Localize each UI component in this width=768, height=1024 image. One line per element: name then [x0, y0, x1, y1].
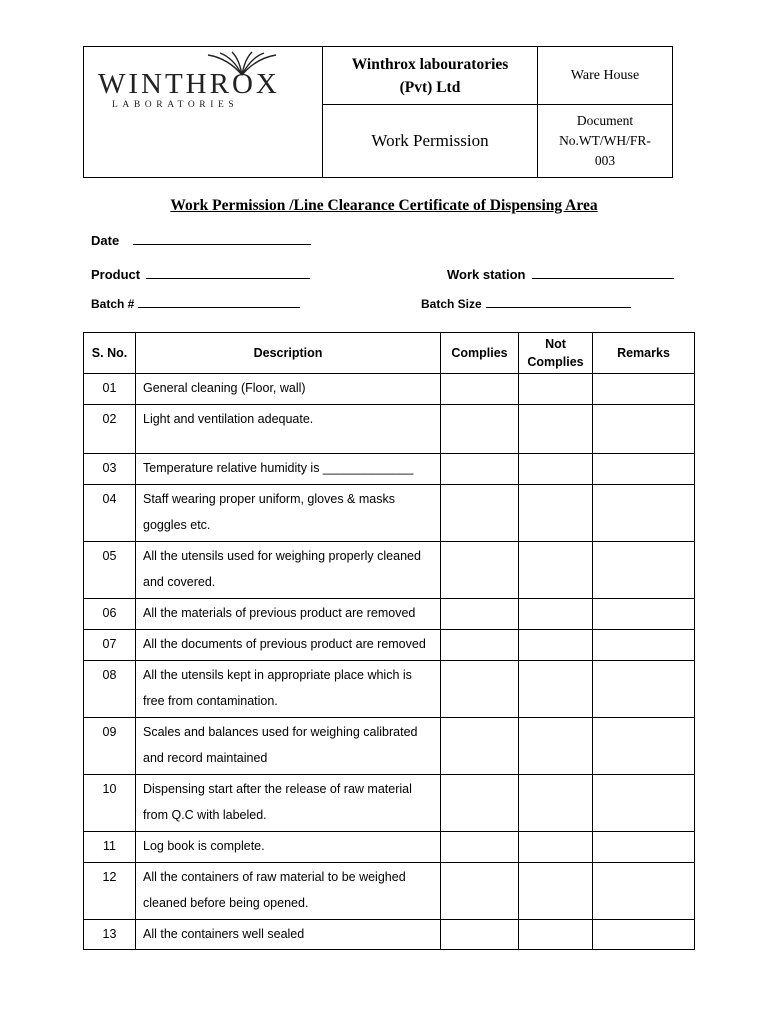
table-row	[84, 374, 695, 405]
row-sno: 09	[84, 718, 136, 775]
row-complies-cell[interactable]	[441, 775, 519, 832]
table-row	[84, 485, 695, 542]
logo-subtitle: LABORATORIES	[112, 100, 239, 110]
company-name-cell	[323, 47, 538, 105]
doc-line2: No.WT/WH/FR-	[559, 133, 651, 149]
row-not-complies-cell[interactable]	[519, 542, 593, 599]
row-remarks-cell[interactable]	[593, 920, 695, 950]
checklist-body	[84, 374, 695, 950]
col-not-complies-header	[519, 333, 593, 374]
row-description-text: All the utensils used for weighing properly cleaned and covered.	[143, 549, 421, 589]
table-row	[84, 832, 695, 863]
row-description-text: All the documents of previous product are removed	[143, 637, 426, 651]
row-not-complies-cell[interactable]	[519, 374, 593, 405]
row-complies-cell[interactable]	[441, 405, 519, 454]
not-complies-line1: Not	[545, 337, 566, 351]
row-complies-cell[interactable]	[441, 630, 519, 661]
row-remarks-cell[interactable]	[593, 542, 695, 599]
row-description-text: Dispensing start after the release of raw material from Q.C with labeled.	[143, 782, 412, 822]
date-line[interactable]	[133, 233, 311, 245]
row-sno: 01	[84, 374, 136, 405]
row-remarks-cell[interactable]	[593, 661, 695, 718]
row-remarks-cell[interactable]	[593, 485, 695, 542]
logo-wordmark: WINTHROX	[98, 68, 280, 100]
row-not-complies-cell[interactable]	[519, 832, 593, 863]
document-title: Work Permission /Line Clearance Certificate of Dispensing Area	[170, 197, 598, 214]
doc-line1: Document	[576, 113, 634, 129]
row-complies-cell[interactable]	[441, 454, 519, 485]
row-remarks-cell[interactable]	[593, 775, 695, 832]
row-complies-cell[interactable]	[441, 599, 519, 630]
row-description	[136, 661, 441, 718]
batch-label: Batch #	[91, 297, 135, 311]
row-sno: 07	[84, 630, 136, 661]
row-sno: 06	[84, 599, 136, 630]
row-not-complies-cell[interactable]	[519, 454, 593, 485]
row-description	[136, 920, 441, 950]
table-row	[84, 920, 695, 950]
department: Ware House	[538, 47, 673, 105]
row-not-complies-cell[interactable]	[519, 863, 593, 920]
doc-line3: 003	[594, 153, 616, 169]
row-description	[136, 863, 441, 920]
row-sno: 10	[84, 775, 136, 832]
row-complies-cell[interactable]	[441, 485, 519, 542]
batch-field[interactable]	[91, 296, 300, 311]
product-line[interactable]	[146, 267, 310, 279]
table-row	[84, 775, 695, 832]
work-station-field[interactable]	[447, 267, 674, 282]
table-row	[84, 661, 695, 718]
table-row	[84, 863, 695, 920]
row-not-complies-cell[interactable]	[519, 405, 593, 454]
table-row	[84, 405, 695, 454]
row-description-text: Scales and balances used for weighing calibrated and record maintained	[143, 725, 418, 765]
row-not-complies-cell[interactable]	[519, 485, 593, 542]
document-number	[538, 105, 673, 178]
row-description-text: Staff wearing proper uniform, gloves & masks goggles etc.	[143, 492, 395, 532]
work-station-label: Work station	[447, 267, 526, 282]
row-sno: 12	[84, 863, 136, 920]
row-complies-cell[interactable]	[441, 863, 519, 920]
row-description	[136, 374, 441, 405]
row-description	[136, 405, 441, 454]
row-sno: 04	[84, 485, 136, 542]
batch-size-label: Batch Size	[421, 297, 482, 311]
row-description	[136, 775, 441, 832]
row-complies-cell[interactable]	[441, 832, 519, 863]
table-header-row	[84, 333, 695, 374]
row-complies-cell[interactable]	[441, 920, 519, 950]
col-description-header: Description	[136, 333, 441, 374]
row-sno: 05	[84, 542, 136, 599]
logo-cell	[84, 47, 323, 178]
row-description-text: Light and ventilation adequate.	[143, 412, 314, 426]
batch-size-field[interactable]	[421, 296, 631, 311]
table-row	[84, 630, 695, 661]
row-description-text: General cleaning (Floor, wall)	[143, 381, 306, 395]
row-complies-cell[interactable]	[441, 718, 519, 775]
row-not-complies-cell[interactable]	[519, 775, 593, 832]
batch-size-line[interactable]	[486, 296, 631, 308]
row-description-text: All the utensils kept in appropriate place which is free from contamination.	[143, 668, 412, 708]
row-description-text: Log book is complete.	[143, 839, 265, 853]
row-not-complies-cell[interactable]	[519, 718, 593, 775]
row-sno: 02	[84, 405, 136, 454]
row-description	[136, 542, 441, 599]
row-description	[136, 832, 441, 863]
product-label: Product	[91, 267, 141, 282]
row-remarks-cell[interactable]	[593, 630, 695, 661]
form-title: Work Permission	[323, 105, 538, 178]
checklist-table	[83, 332, 695, 950]
table-row	[84, 542, 695, 599]
row-sno: 13	[84, 920, 136, 950]
row-description-text: Temperature relative humidity is _____________	[143, 461, 414, 475]
row-description-text: All the containers of raw material to be weighed cleaned before being opened.	[143, 870, 406, 910]
row-complies-cell[interactable]	[441, 542, 519, 599]
table-row	[84, 454, 695, 485]
row-remarks-cell[interactable]	[593, 374, 695, 405]
row-description	[136, 485, 441, 542]
row-complies-cell[interactable]	[441, 661, 519, 718]
row-description	[136, 454, 441, 485]
row-remarks-cell[interactable]	[593, 454, 695, 485]
row-remarks-cell[interactable]	[593, 863, 695, 920]
table-row	[84, 718, 695, 775]
company-name-line1: Winthrox labouratories	[351, 55, 509, 73]
row-not-complies-cell[interactable]	[519, 661, 593, 718]
row-sno: 11	[84, 832, 136, 863]
row-sno: 08	[84, 661, 136, 718]
row-remarks-cell[interactable]	[593, 405, 695, 454]
header-table	[83, 46, 673, 178]
row-description	[136, 718, 441, 775]
table-row	[84, 599, 695, 630]
company-logo	[92, 51, 316, 115]
row-not-complies-cell[interactable]	[519, 920, 593, 950]
date-label: Date	[91, 233, 120, 248]
row-remarks-cell[interactable]	[593, 718, 695, 775]
row-description	[136, 599, 441, 630]
row-not-complies-cell[interactable]	[519, 630, 593, 661]
product-field[interactable]	[91, 267, 310, 282]
row-complies-cell[interactable]	[441, 374, 519, 405]
date-field[interactable]	[91, 233, 311, 248]
work-station-line[interactable]	[532, 267, 674, 279]
row-not-complies-cell[interactable]	[519, 599, 593, 630]
col-sno-header: S. No.	[84, 333, 136, 374]
row-sno: 03	[84, 454, 136, 485]
row-description	[136, 630, 441, 661]
row-remarks-cell[interactable]	[593, 832, 695, 863]
col-remarks-header: Remarks	[593, 333, 695, 374]
not-complies-line2: Complies	[527, 355, 584, 369]
row-description-text: All the materials of previous product are removed	[143, 606, 416, 620]
company-name-line2: (Pvt) Ltd	[399, 78, 461, 96]
col-complies-header: Complies	[441, 333, 519, 374]
row-remarks-cell[interactable]	[593, 599, 695, 630]
row-description-text: All the containers well sealed	[143, 927, 305, 941]
batch-line[interactable]	[138, 296, 300, 308]
